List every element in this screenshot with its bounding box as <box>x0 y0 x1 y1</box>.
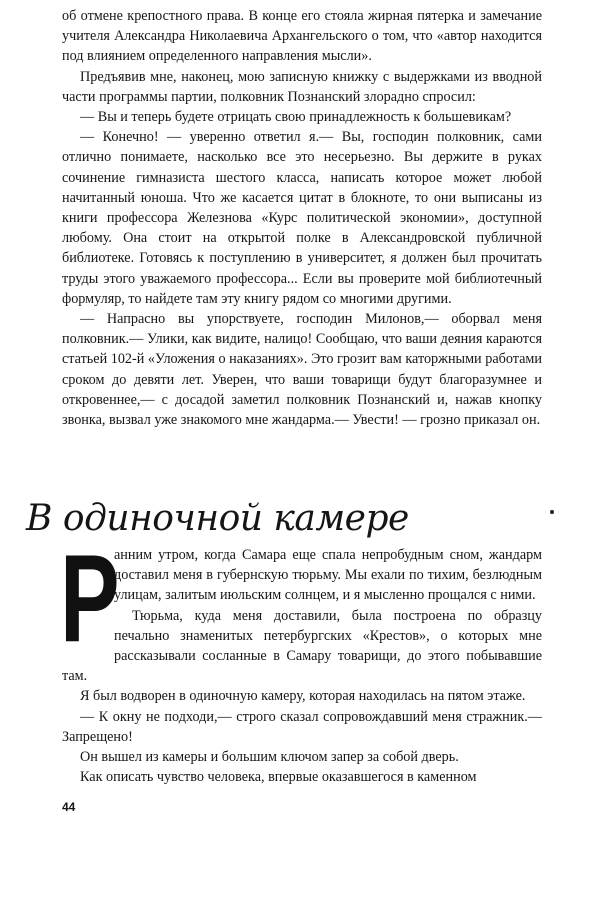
paragraph: — Напрасно вы упорствуете, господин Милонов,— оборвал меня полковник.— Улики, как видите, налицо! Сообщаю, что ваши деяния караются статьей 102-й «Уложения о наказаниях». Это грозит вам каторжными работами сроком до девяти лет. Уверен, что ваши товарищи будут благоразумнее и откровеннее,— с досадой заметил полковник Познанский и, нажав кнопку звонка, вызвал уже знакомого мне жандарма.— Увести! — грозно приказал он. <box>62 311 542 429</box>
paragraph: Предъявив мне, наконец, мою записную книжку с выдержками из вводной части программы партии, полковник Познанский злорадно спросил: <box>62 68 542 105</box>
paragraph: Я был водворен в одиночную камеру, которая находилась на пятом этаже. <box>80 688 526 705</box>
paragraph: — К окну не подходи,— строго сказал сопровождавший меня стражник.— Запрещено! <box>62 708 542 745</box>
paragraph: об отмене крепостного права. В конце его стояла жирная пятерка и замечание учителя Александра Николаевича Архангельского о том, что «автор находится под влиянием определенного направления мысли». <box>62 8 542 65</box>
drop-cap: Р <box>60 530 120 668</box>
section-heading-text: В одиночной камере <box>26 498 409 539</box>
paragraph: — Вы и теперь будете отрицать свою принадлежность к большевикам? <box>80 109 512 126</box>
paragraph: Тюрьма, куда меня доставили, была построена по образцу печально знаменитых петербургских «Крестов», о которых мне рассказывали сосланные в Самару товарищи, до этого побывавшие там. <box>62 607 542 685</box>
page-number: 44 <box>62 800 76 814</box>
paragraph: анним утром, когда Самара еще спала непробудным сном, жандарм доставил меня в губернскую тюрьму. Мы ехали по тихим, безлюдным улицам, залитым июльским солнцем, и я мысленно прощался с ними. <box>114 547 542 604</box>
top-text-block <box>62 6 542 430</box>
paragraph: Как описать чувство человека, впервые оказавшегося в каменном <box>80 769 477 786</box>
drop-cap-wrap <box>60 530 120 668</box>
bottom-text-block <box>60 530 542 787</box>
decorative-dot <box>550 510 554 514</box>
paragraph: — Конечно! — уверенно ответил я.— Вы, господин полковник, сами отлично понимаете, насколько все это несерьезно. Вы держите в руках сочинение гимназиста шестого класса, написать которое может любой начитанный юноша. Что же касается цитат в блокноте, то они выписаны из книги профессора Железнова «Курс политической экономии», доступной любому. Она стоит на открытой полке в Александровской публичной библиотеке. Готовясь к поступлению в университет, я должен был прочитать труды этого уважаемого профессора... Если вы проверите мой библиотечный формуляр, то найдете там эту книгу рядом со многими другими. <box>62 129 542 307</box>
paragraph: Он вышел из камеры и большим ключом запер за собой дверь. <box>80 749 459 766</box>
